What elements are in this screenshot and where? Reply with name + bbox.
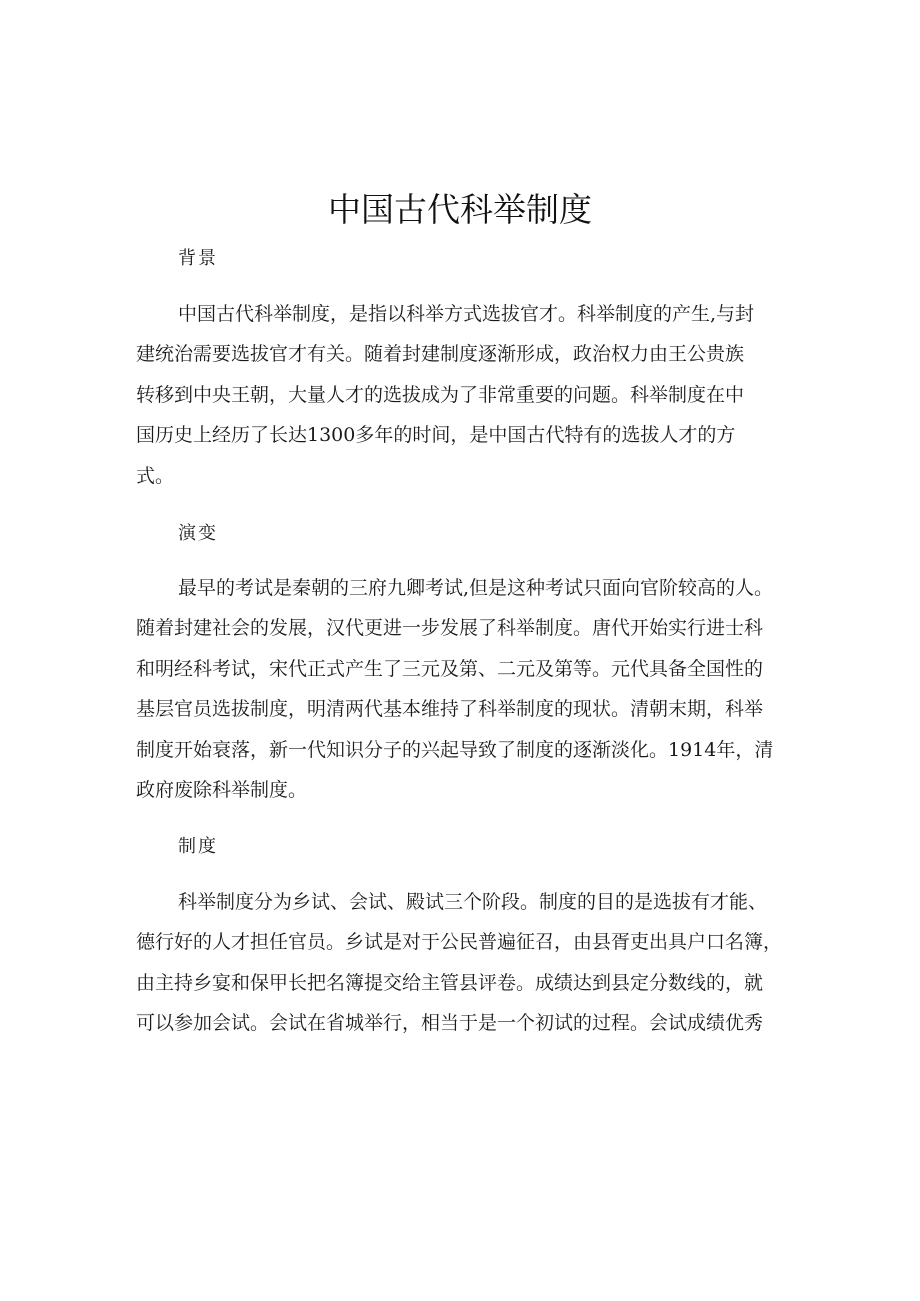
paragraph-line: 建统治需要选拔官才有关。随着封建制度逐渐形成，政治权力由王公贵族 [136,343,745,366]
paragraph-line: 最早的考试是秦朝的三府九卿考试,但是这种考试只面向官阶较高的人。 [178,577,774,599]
paragraph-line: 制度开始衰落，新一代知识分子的兴起导致了制度的逐渐淡化。1914年，清 [136,738,774,761]
document-title: 中国古代科举制度 [328,190,592,229]
paragraph-line: 中国古代科举制度，是指以科举方式选拔官才。科举制度的产生,与封 [178,303,755,325]
paragraph-line: 随着封建社会的发展，汉代更进一步发展了科举制度。唐代开始实行进士科 [136,617,764,640]
paragraph-line: 科举制度分为乡试、会试、殿试三个阶段。制度的目的是选拔有才能、 [178,891,768,913]
paragraph-line: 可以参加会试。会试在省城举行，相当于是一个初试的过程。会试成绩优秀 [136,1012,764,1035]
paragraph-line: 式。 [136,464,175,487]
section-paragraph-system [136,882,816,1044]
paragraph-line: 基层官员选拔制度，明清两代基本维持了科举制度的现状。清朝末期，科举 [136,698,764,721]
section-heading-background: 背景 [178,248,218,269]
paragraph-line: 政府废除科举制度。 [136,779,308,802]
section-heading-evolution: 演变 [178,523,218,544]
paragraph-line: 由主持乡宴和保甲长把名簿提交给主管县评卷。成绩达到县定分数线的，就 [136,971,764,994]
section-heading-system: 制度 [178,836,218,857]
section-paragraph-evolution [136,568,816,810]
paragraph-line: 和明经科考试，宋代正式产生了三元及第、二元及第等。元代具备全国性的 [136,657,764,680]
paragraph-line: 国历史上经历了长达1300多年的时间，是中国古代特有的选拔人才的方 [136,424,736,447]
section-paragraph-background [136,294,816,496]
paragraph-line: 转移到中央王朝，大量人才的选拔成为了非常重要的问题。科举制度在中 [136,383,745,406]
paragraph-line: 德行好的人才担任官员。乡试是对于公民普遍征召，由县胥吏出具户口名簿， [136,931,783,954]
